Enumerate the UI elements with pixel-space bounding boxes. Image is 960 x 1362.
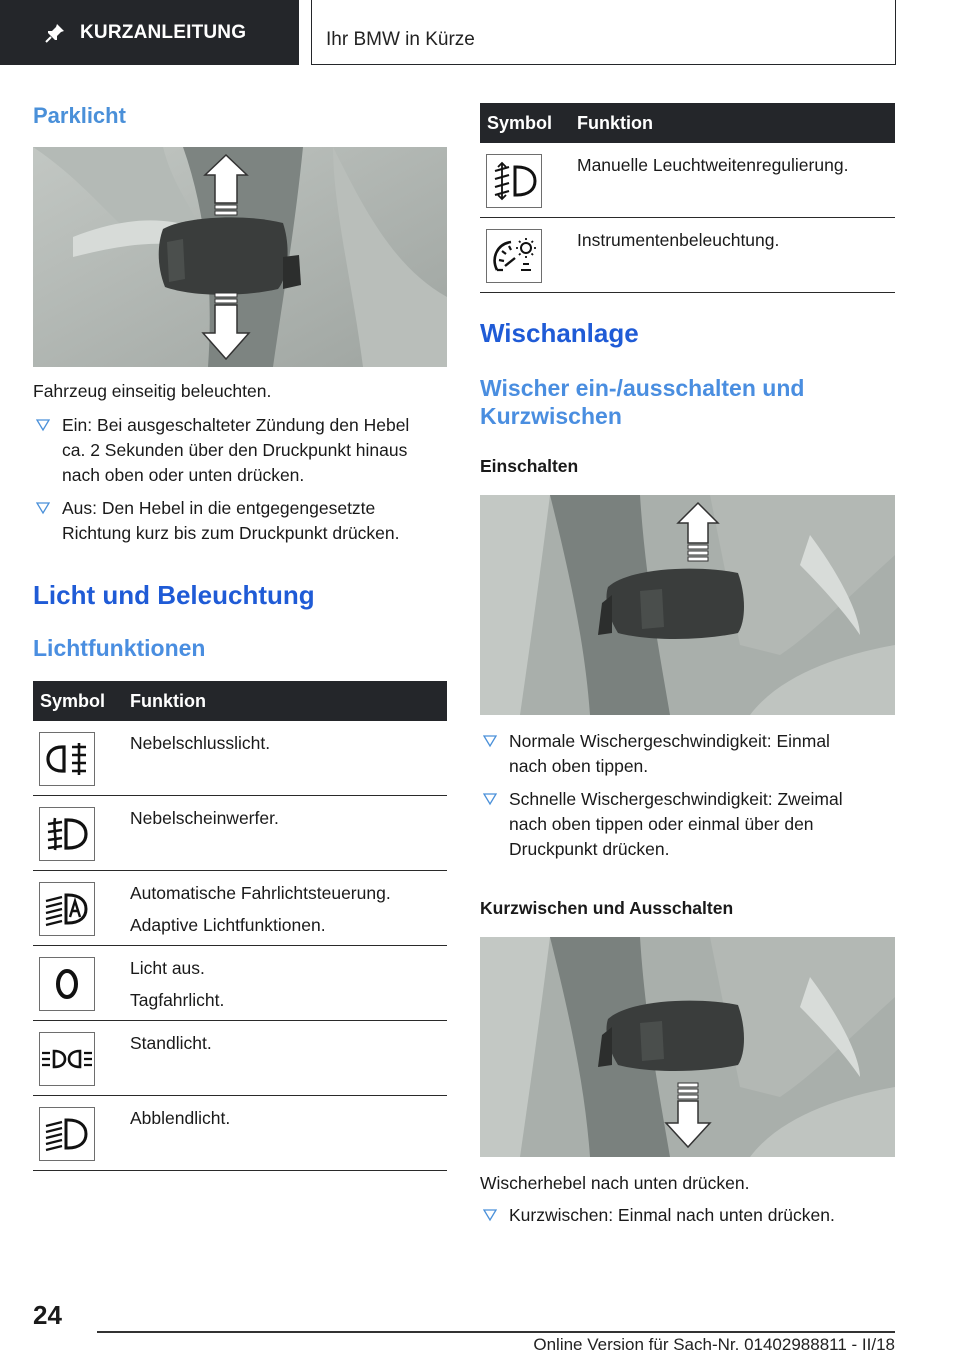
row-text: Standlicht. [130,1033,212,1053]
kurzwischen-caption: Wischerhebel nach unten drücken. [480,1173,750,1193]
front-fog-light-icon [39,807,95,861]
table-row [33,721,447,796]
header-section [311,0,896,65]
table-header [33,681,447,721]
online-version-text: Online Version für Sach-Nr. 01402988811 - II/18 [533,1335,895,1354]
headlight-range-control-icon [486,154,542,208]
table-row [33,796,447,871]
wischanlage-heading: Wischanlage [480,318,639,348]
table-row [33,871,447,946]
parklicht-bullet-list [33,413,447,546]
list-item: Schnelle Wischergeschwindigkeit: Zweimal nach oben tippen oder einmal über den Druckpunkt drücken. [480,787,895,862]
light-functions-table [33,681,447,1171]
kurzwischen-bullet-list [480,1203,895,1228]
header-tab[interactable] [0,0,299,65]
header-tab-label: KURZANLEITUNG [80,21,247,43]
list-item: Kurzwischen: Einmal nach unten drücken. [480,1203,895,1228]
row-text-secondary: Adaptive Lichtfunktionen. [130,915,326,935]
column-header-funktion: Funktion [577,112,653,133]
table-row [480,218,895,293]
parking-light-icon [39,1032,95,1086]
row-text: Abblendlicht. [130,1108,231,1128]
footer-divider [97,1331,895,1333]
table-row [480,143,895,218]
column-header-funktion: Funktion [130,690,206,711]
row-text: Manuelle Leuchtweitenregulierung. [577,155,849,175]
row-text: Licht aus. [130,958,205,978]
triangle-bullet-icon [483,731,497,751]
parklicht-caption: Fahrzeug einseitig beleuchten. [33,381,272,401]
wiper-lever-down-illustration [480,937,895,1157]
parklicht-heading: Parklicht [33,103,126,128]
instrument-lighting-icon [486,229,542,283]
row-text: Nebelschlusslicht. [130,733,271,753]
column-header-symbol: Symbol [40,690,106,711]
table-row [33,946,447,1021]
pin-icon [44,22,66,44]
triangle-bullet-icon [36,415,50,435]
row-text-secondary: Tagfahrlicht. [130,990,225,1010]
column-header-symbol: Symbol [487,112,553,133]
row-text: Instrumentenbeleuchtung. [577,230,780,250]
list-item: Normale Wischergeschwindigkeit: Einmal nach oben tippen. [480,729,895,779]
table-row [33,1096,447,1171]
rear-fog-light-icon [39,732,95,786]
lights-off-icon [39,957,95,1011]
kurzwischen-heading: Kurzwischen und Ausschalten [480,898,734,918]
einschalten-bullet-list [480,729,895,862]
row-text: Nebelscheinwerfer. [130,808,279,828]
triangle-bullet-icon [483,1205,497,1225]
licht-heading: Licht und Beleuchtung [33,580,315,610]
einschalten-heading: Einschalten [480,456,579,476]
table-row [33,1021,447,1096]
table-header [480,103,895,143]
parklicht-lever-illustration [33,147,447,367]
list-item: Ein: Bei ausgeschalteter Zündung den Hebel ca. 2 Sekunden über den Druckpunkt hinaus nach oben oder unten drücken. [33,413,447,488]
list-item: Aus: Den Hebel in die entgegengesetzte Richtung kurz bis zum Druckpunkt drücken. [33,496,447,546]
section-title: Ihr BMW in Kürze [326,29,475,50]
triangle-bullet-icon [36,498,50,518]
page-number: 24 [33,1300,62,1330]
wischer-heading: Wischer ein-/ausschalten und Kurzwischen [480,375,805,429]
lichtfunktionen-heading: Lichtfunktionen [33,635,206,661]
row-text: Automatische Fahrlichtsteuerung. [130,883,391,903]
triangle-bullet-icon [483,789,497,809]
wiper-lever-up-illustration [480,495,895,715]
lighting-controls-table [480,103,895,293]
low-beam-icon [39,1107,95,1161]
automatic-headlight-icon [39,882,95,936]
